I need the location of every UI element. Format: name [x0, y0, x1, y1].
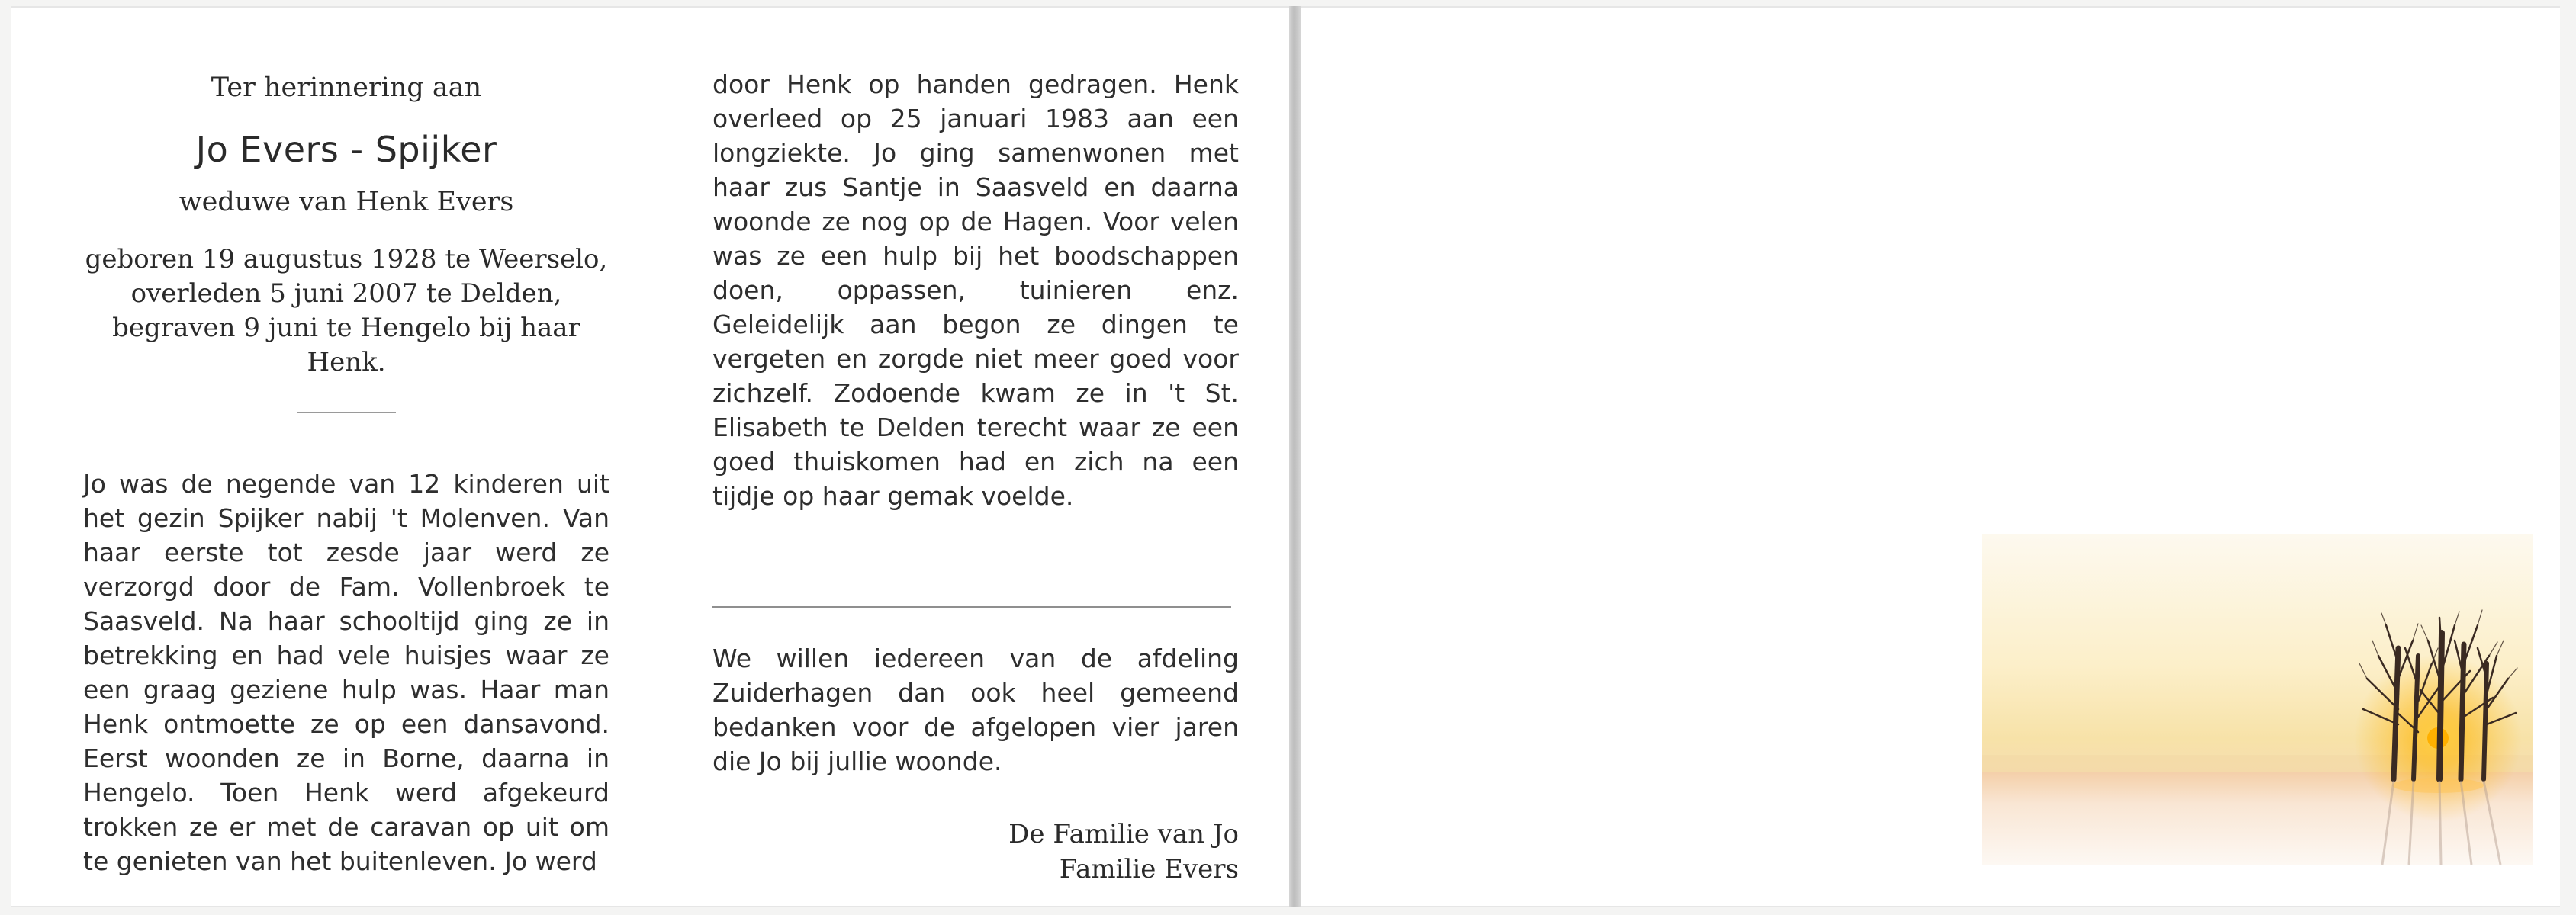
divider-short [297, 412, 396, 413]
divider-long [712, 606, 1231, 608]
life-dates [83, 242, 609, 380]
biography-part-2: door Henk op handen gedragen. Henk overleed op 25 januari 1983 aan een longziekte. Jo ging samenwonen met haar zus Santje in Saasveld en daarna woonde ze nog op de Hagen. Voor velen was ze een hulp bij het boodschappen doen, oppassen, tuinieren enz. Geleidelijk aan begon ze dingen te vergeten en zorgde niet meer goed voor zichzelf. Zodoende kwam ze in 't St. Elisabeth te Delden terecht waar ze een goed thuiskomen had en zich na een tijdje op haar gemak voelde. [712, 69, 1239, 511]
photo-illustration [1982, 534, 2533, 865]
column-right [712, 67, 1239, 887]
signature [712, 817, 1239, 887]
card-inner-left [11, 6, 1289, 907]
thanks-text: We willen iedereen van de afdeling Zuiderhagen dan ook heel gemeend bedanken voor de afgelopen vier jaren die Jo bij jullie woonde. [712, 644, 1239, 776]
card-fold [1289, 6, 1301, 907]
deceased-name: Jo Evers - Spijker [195, 129, 497, 170]
signature-line-1: De Familie van Jo [1008, 819, 1239, 849]
signature-line-2: Familie Evers [1059, 854, 1239, 884]
column-left [83, 8, 609, 878]
intro-text: Ter herinnering aan [211, 72, 482, 103]
winter-sunset-trees-photo [1982, 534, 2533, 865]
burial-line: begraven 9 juni te Hengelo bij haar Henk. [112, 313, 580, 377]
death-line: overleden 5 juni 2007 te Delden, [130, 278, 562, 309]
birth-line: geboren 19 augustus 1928 te Weerselo, [85, 244, 608, 274]
biography-part-1: Jo was de negende van 12 kinderen uit het gezin Spijker nabij 't Molenven. Van haar eerste tot zesde jaar werd ze verzorgd door de Fam. Vollenbroek te Saasveld. Na haar schooltijd ging ze in betrekking en had vele huisjes waar ze een graag geziene hulp was. Haar man Henk ontmoette ze op een dansavond. Eerst woonden ze in Borne, daarna in Hengelo. Toen Henk werd afgekeurd trokken ze er met de caravan op uit om te genieten van het buitenleven. Jo werd [83, 469, 609, 876]
widow-of-text: weduwe van Henk Evers [178, 187, 514, 217]
